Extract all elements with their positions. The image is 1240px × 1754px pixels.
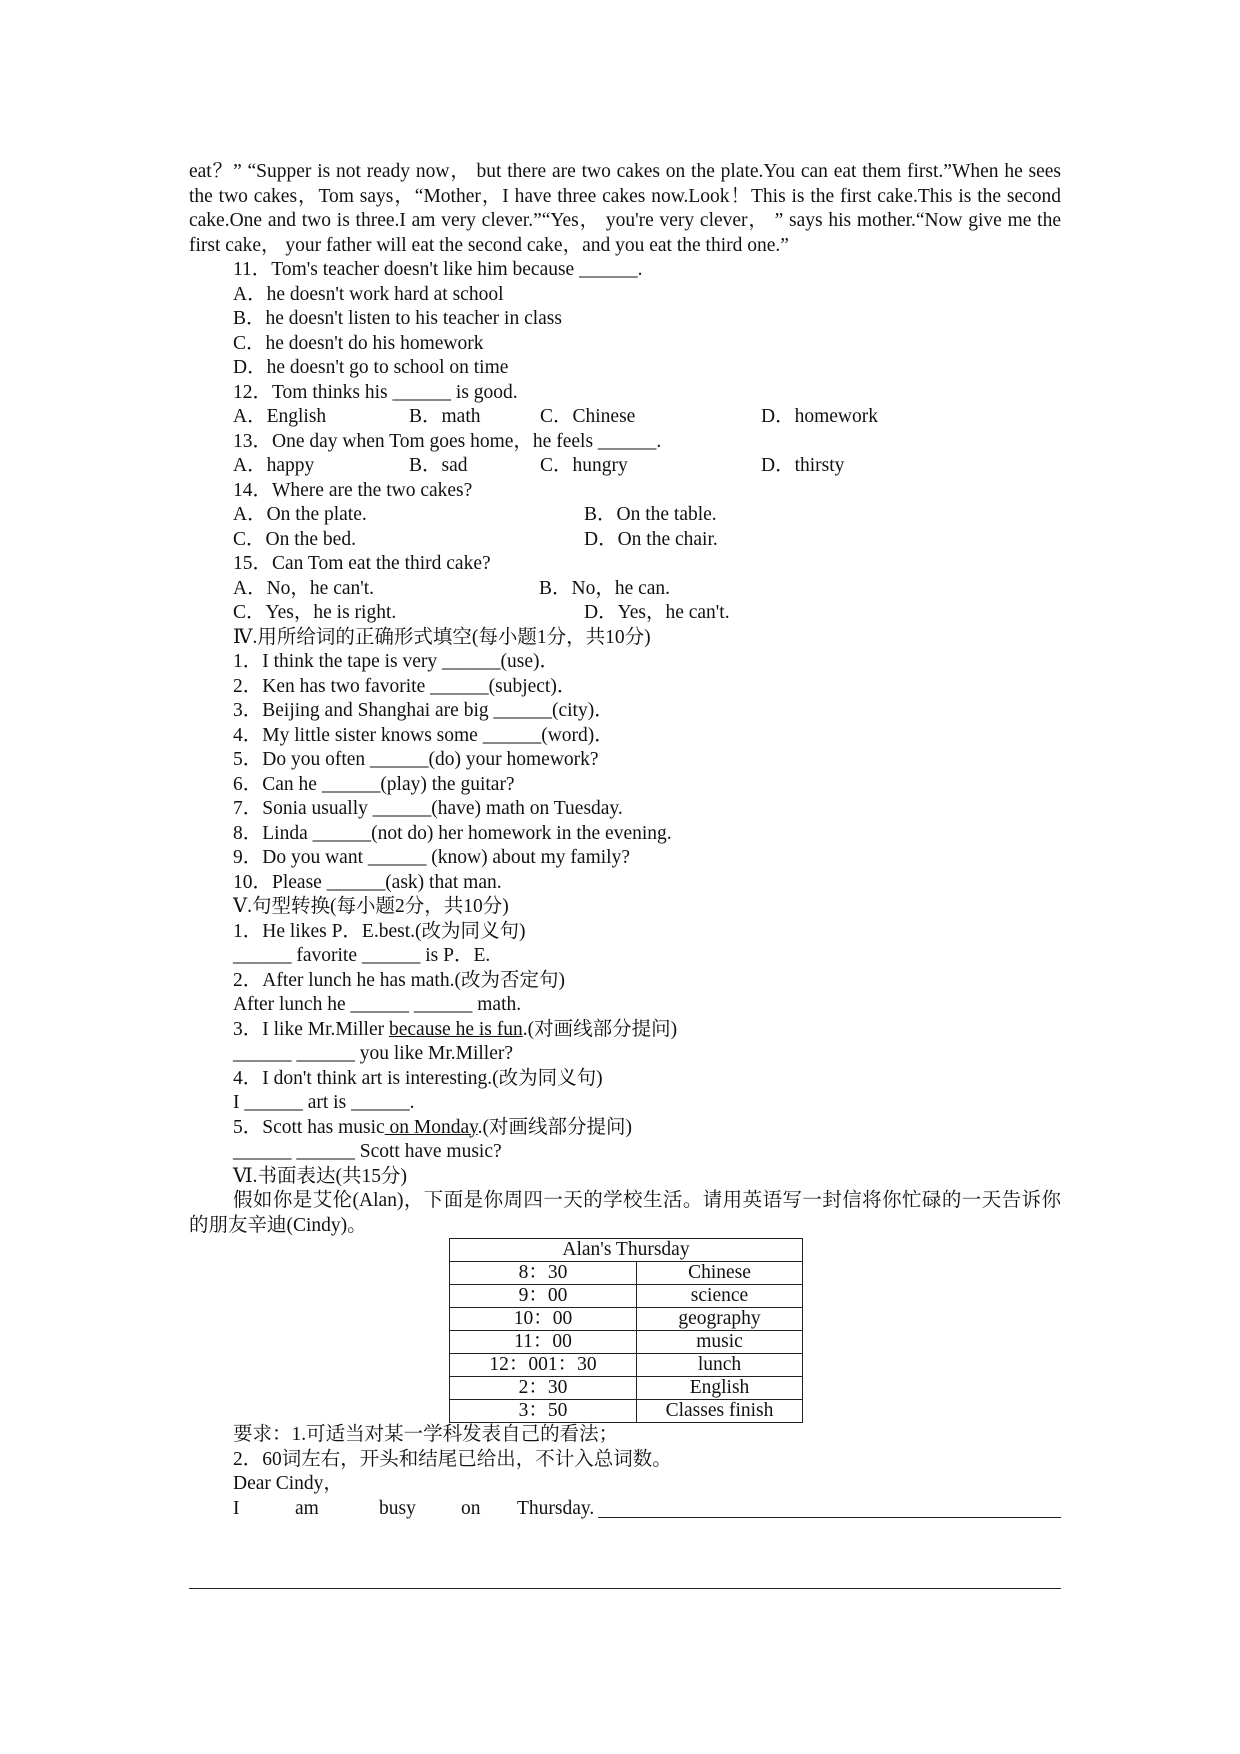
- requirement-1: 要求：1.可适当对某一学科发表自己的看法；: [233, 1424, 619, 1445]
- start-word: Thursday.: [517, 1497, 595, 1519]
- section-4-heading: Ⅳ.用所给词的正确形式填空(每小题1分，共10分): [233, 626, 651, 648]
- subject-cell: science: [637, 1285, 803, 1308]
- q13-option-c: C．hungry: [540, 455, 628, 476]
- time-cell: 2：30: [450, 1377, 637, 1400]
- q12-option-b: B．math: [409, 406, 481, 427]
- requirement-2: 2．60词左右，开头和结尾已给出，不计入总词数。: [233, 1448, 672, 1470]
- q14-option-a: A．On the plate.: [233, 504, 367, 525]
- s4-item-1: 1．I think the tape is very ______(use)．: [233, 651, 560, 672]
- subject-cell: Chinese: [637, 1262, 803, 1285]
- s5-question-2: 2．After lunch he has math.(改为否定句): [233, 969, 565, 991]
- q14-options-row1: [189, 503, 1061, 528]
- time-cell: 10：00: [450, 1308, 637, 1331]
- worksheet-page: [189, 160, 1061, 1521]
- start-word: I: [233, 1497, 240, 1519]
- question-15: 15．Can Tom eat the third cake?: [233, 553, 491, 574]
- table-row: [450, 1285, 803, 1308]
- s5-answer-1: ______ favorite ______ is P．E.: [233, 945, 491, 966]
- q13-option-a: A．happy: [233, 455, 315, 476]
- s4-item-2: 2．Ken has two favorite ______(subject)．: [233, 675, 577, 697]
- q13-option-b: B．sad: [409, 455, 468, 476]
- s4-item-3: 3．Beijing and Shanghai are big ______(city)．: [233, 700, 614, 721]
- question-12: 12．Tom thinks his ______ is good.: [233, 381, 518, 403]
- table-row: [450, 1262, 803, 1285]
- q11-option-a: A．he doesn't work hard at school: [233, 283, 504, 305]
- q12-option-d: D．homework: [761, 406, 878, 427]
- time-cell: 9：00: [450, 1285, 637, 1308]
- start-word: am: [295, 1497, 319, 1519]
- q12-option-c: C．Chinese: [540, 406, 636, 427]
- subject-cell: lunch: [637, 1354, 803, 1377]
- schedule-table-wrap: [189, 1238, 1061, 1423]
- table-row: [450, 1308, 803, 1331]
- question-13: 13．One day when Tom goes home，he feels ______.: [233, 430, 662, 452]
- start-word: busy: [379, 1497, 416, 1519]
- s5-answer-5: ______ ______ Scott have music?: [233, 1141, 502, 1162]
- s5-answer-3: ______ ______ you like Mr.Miller?: [233, 1043, 514, 1064]
- question-11: 11．Tom's teacher doesn't like him because ______.: [233, 259, 643, 280]
- q15-option-d: D．Yes，he can't.: [584, 602, 730, 623]
- start-word: on: [461, 1497, 481, 1519]
- s5-q5-instruction: .(对画线部分提问): [477, 1116, 633, 1138]
- s4-item-4: 4．My little sister knows some ______(word)．: [233, 724, 614, 746]
- q15-option-a: A．No，he can't.: [233, 577, 375, 599]
- q14-option-d: D．On the chair.: [584, 528, 718, 550]
- q14-option-b: B．On the table.: [584, 504, 717, 525]
- s5-q3-text: 3．I like Mr.Miller: [233, 1018, 389, 1040]
- time-cell: 12：001：30: [450, 1354, 637, 1377]
- table-row: [450, 1354, 803, 1377]
- schedule-title: Alan's Thursday: [450, 1239, 803, 1262]
- s5-question-5: [189, 1116, 1061, 1141]
- q15-options-row1: [189, 577, 1061, 602]
- q13-options: [189, 454, 1061, 479]
- letter-first-line: [189, 1497, 1061, 1522]
- s4-item-5: 5．Do you often ______(do) your homework?: [233, 749, 599, 770]
- q15-option-c: C．Yes，he is right.: [233, 602, 397, 623]
- time-cell: 8：30: [450, 1262, 637, 1285]
- s5-q3-instruction: .(对画线部分提问): [522, 1018, 678, 1040]
- q13-option-d: D．thirsty: [761, 455, 845, 476]
- writing-blank-line[interactable]: [189, 1588, 1061, 1589]
- section-6-heading: Ⅵ.书面表达(共15分): [233, 1165, 407, 1187]
- q11-option-d: D．he doesn't go to school on time: [233, 357, 509, 378]
- s5-answer-4: I ______ art is ______.: [233, 1092, 415, 1113]
- subject-cell: English: [637, 1377, 803, 1400]
- table-row: [450, 1331, 803, 1354]
- table-row: [450, 1377, 803, 1400]
- passage-text: eat？” “Supper is not ready now， but there are two cakes on the plate.You can eat them first.”When he sees the two cakes，Tom says，“Mother，I have three cakes now.Look！This is the first cake.This is the second cake.One and two is three.I am very clever.”“Yes， you're very clever， ” says his mother.“Now give me the first cake， your father will eat the second cake，and you eat the third one.”: [189, 161, 1061, 256]
- s5-question-1: 1．He likes P．E.best.(改为同义句): [233, 920, 526, 942]
- s4-item-7: 7．Sonia usually ______(have) math on Tuesday.: [233, 798, 623, 819]
- section-5-heading: Ⅴ.句型转换(每小题2分，共10分): [233, 896, 509, 917]
- writing-blank[interactable]: [598, 1497, 1061, 1518]
- subject-cell: geography: [637, 1308, 803, 1331]
- table-row: [450, 1400, 803, 1423]
- subject-cell: music: [637, 1331, 803, 1354]
- q12-options: [189, 405, 1061, 430]
- q11-option-b: B．he doesn't listen to his teacher in class: [233, 308, 562, 329]
- q14-option-c: C．On the bed.: [233, 528, 356, 550]
- time-cell: 11：00: [450, 1331, 637, 1354]
- letter-greeting: Dear Cindy，: [233, 1473, 343, 1494]
- time-cell: 3：50: [450, 1400, 637, 1423]
- s5-question-4: 4．I don't think art is interesting.(改为同义句): [233, 1067, 603, 1089]
- question-14: 14．Where are the two cakes?: [233, 479, 473, 501]
- s4-item-10: 10．Please ______(ask) that man.: [233, 871, 502, 893]
- s4-item-6: 6．Can he ______(play) the guitar?: [233, 773, 515, 795]
- q15-option-b: B．No，he can.: [539, 577, 671, 599]
- s4-item-8: 8．Linda ______(not do) her homework in the evening.: [233, 822, 672, 844]
- q14-options-row2: [189, 528, 1061, 553]
- s5-q5-underlined: on Monday: [384, 1116, 478, 1138]
- subject-cell: Classes finish: [637, 1400, 803, 1423]
- s4-item-9: 9．Do you want ______ (know) about my family?: [233, 847, 630, 868]
- schedule-table: [449, 1238, 803, 1423]
- s5-answer-2: After lunch he ______ ______ math.: [233, 994, 522, 1015]
- s5-q3-underlined: because he is fun: [388, 1018, 523, 1040]
- q15-options-row2: [189, 601, 1061, 626]
- q11-option-c: C．he doesn't do his homework: [233, 332, 484, 354]
- q12-option-a: A．English: [233, 406, 327, 427]
- s5-question-3: [189, 1018, 1061, 1043]
- writing-prompt: 假如你是艾伦(Alan)，下面是你周四一天的学校生活。请用英语写一封信将你忙碌的一天告诉你的朋友辛迪(Cindy)。: [189, 1190, 1061, 1236]
- s5-q5-text: 5．Scott has music: [233, 1116, 385, 1138]
